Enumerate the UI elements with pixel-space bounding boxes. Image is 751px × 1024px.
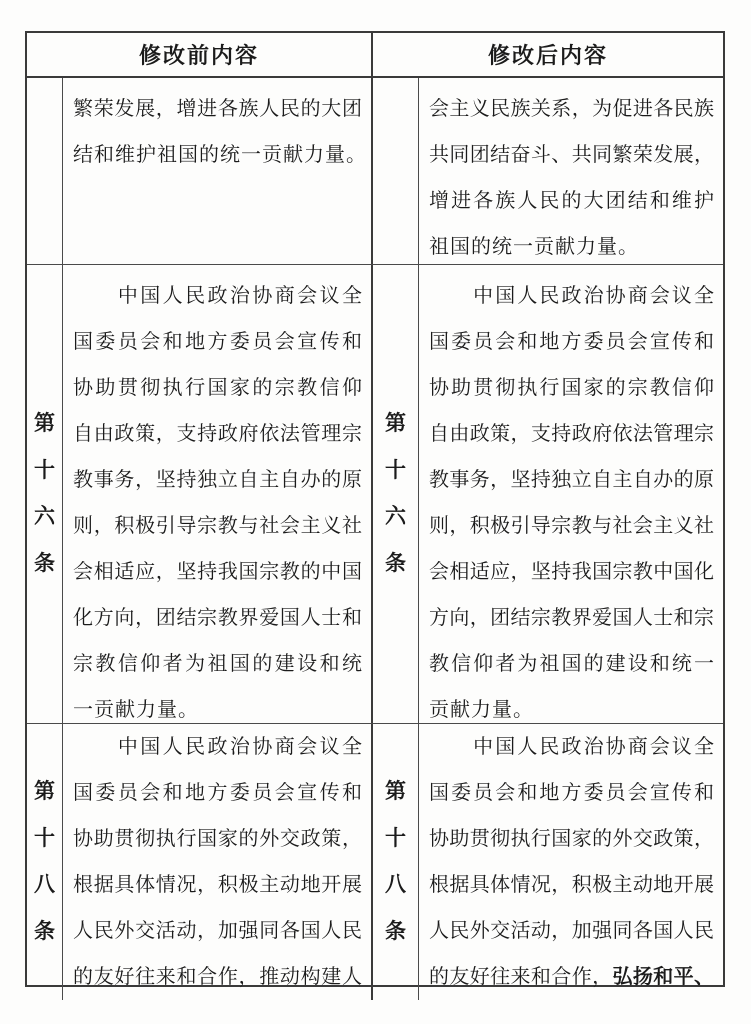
content-line: 会主义民族关系，为促进各民族 — [429, 98, 714, 120]
content-line: 宗教信仰者为祖国的建设和统 — [73, 653, 362, 675]
article-label: 第十六条 — [385, 412, 406, 575]
content-line: 人民外交活动，加强同各国人民 — [73, 920, 362, 942]
content-line: 则，积极引导宗教与社会主义社 — [429, 515, 714, 537]
content-line: 根据具体情况，积极主动地开展 — [73, 874, 362, 896]
content-line: 人民外交活动，加强同各国人民 — [429, 920, 714, 942]
content-line: 共同团结奋斗、共同繁荣发展， — [429, 144, 714, 166]
content-line: 国委员会和地方委员会宣传和 — [73, 331, 362, 353]
after-content-cell — [419, 78, 723, 264]
content-line: 国委员会和地方委员会宣传和 — [429, 331, 714, 353]
content-line: 协助贯彻执行国家的外交政策， — [73, 828, 362, 850]
content-line: 贡献力量。 — [429, 699, 534, 721]
article-label-cell — [27, 724, 63, 1000]
content-line-normal-segment: 的友好往来和合作， — [429, 966, 613, 988]
content-line: 教事务，坚持独立自主自办的原 — [73, 469, 362, 491]
article-label: 第十八条 — [385, 780, 406, 943]
content-line: 自由政策，支持政府依法管理宗 — [73, 423, 362, 445]
content-line: 中国人民政治协商会议全 — [429, 285, 714, 307]
content-line: 国委员会和地方委员会宣传和 — [73, 782, 362, 804]
content-line: 中国人民政治协商会议全 — [73, 285, 362, 307]
content-line: 祖国的统一贡献力量。 — [429, 236, 639, 258]
content-line: 繁荣发展，增进各族人民的大团 — [73, 98, 362, 120]
content-line-bold-segment: 弘扬和平、 — [612, 966, 714, 988]
before-content-cell — [63, 724, 373, 1000]
content-line: 则，积极引导宗教与社会主义社 — [73, 515, 362, 537]
content-line: 根据具体情况，积极主动地开展 — [429, 874, 714, 896]
article-label-cell — [27, 78, 63, 264]
article-label: 第十八条 — [34, 780, 55, 943]
content-line: 协助贯彻执行国家的外交政策， — [429, 828, 714, 850]
header-row — [27, 33, 723, 78]
header-cell-after: 修改后内容 — [487, 43, 608, 68]
content-line: 中国人民政治协商会议全 — [73, 736, 362, 758]
content-line: 国委员会和地方委员会宣传和 — [429, 782, 714, 804]
content-line: 协助贯彻执行国家的宗教信仰 — [429, 377, 714, 399]
content-line: 中国人民政治协商会议全 — [429, 736, 714, 758]
content-line: 结和维护祖国的统一贡献力量。 — [73, 144, 367, 166]
table-row-article-16 — [27, 265, 723, 724]
content-line: 化方向，团结宗教界爱国人士和 — [73, 607, 362, 629]
content-line: 协助贯彻执行国家的宗教信仰 — [73, 377, 362, 399]
table-row-continuation — [27, 78, 723, 265]
content-line: 自由政策，支持政府依法管理宗 — [429, 423, 714, 445]
after-content-cell — [419, 265, 723, 723]
content-line: 会相适应，坚持我国宗教中国化 — [429, 561, 714, 583]
content-line-with-emphasis — [429, 954, 714, 1000]
before-content-cell — [63, 265, 373, 723]
content-line: 会相适应，坚持我国宗教的中国 — [73, 561, 362, 583]
content-line: 增进各族人民的大团结和维护 — [429, 190, 714, 212]
article-label: 第十六条 — [34, 412, 55, 575]
content-line: 教信仰者为祖国的建设和统一 — [429, 653, 714, 675]
content-line: 教事务，坚持独立自主自办的原 — [429, 469, 714, 491]
content-line: 一贡献力量。 — [73, 699, 199, 721]
table-row-article-18 — [27, 724, 723, 1000]
header-cell-before: 修改前内容 — [27, 33, 373, 76]
article-label-cell — [373, 724, 419, 1000]
comparison-table — [25, 31, 725, 987]
before-content-cell — [63, 78, 373, 264]
article-label-cell — [373, 78, 419, 264]
after-content-cell — [419, 724, 723, 1000]
article-label-cell — [373, 265, 419, 723]
content-line: 的友好往来和合作，推动构建人 — [73, 966, 362, 988]
content-line: 方向，团结宗教界爱国人士和宗 — [429, 607, 714, 629]
article-label-cell — [27, 265, 63, 723]
